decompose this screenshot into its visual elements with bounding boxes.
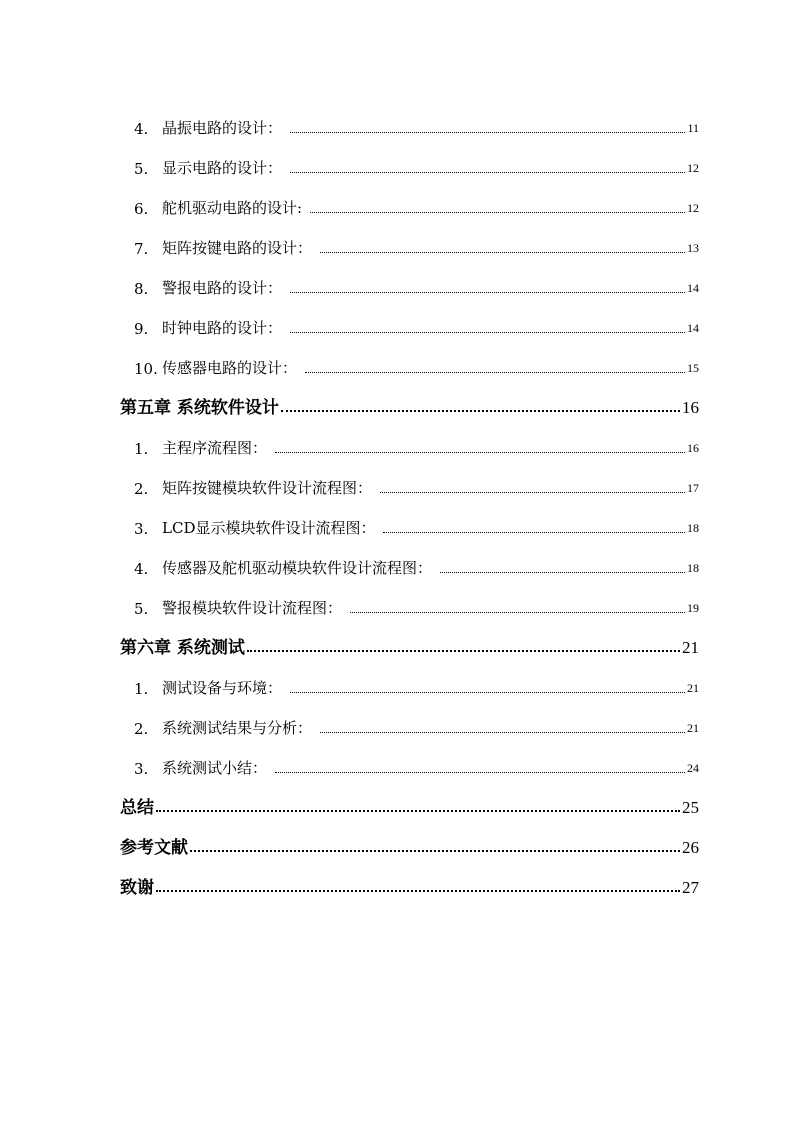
dot-leader (310, 212, 685, 213)
table-of-contents (120, 98, 699, 898)
toc-entry-title: 第六章 系统测试 (120, 638, 245, 658)
toc-entry-number: 2. (134, 480, 149, 498)
toc-entry-title: 系统测试小结： (162, 759, 268, 777)
toc-section-entry[interactable] (120, 658, 699, 698)
toc-section-entry[interactable] (120, 458, 699, 498)
dot-leader (320, 252, 685, 253)
toc-page-number: 25 (682, 798, 699, 817)
toc-page-number: 16 (687, 441, 699, 455)
toc-entry-number: 1. (134, 440, 149, 458)
toc-entry-title: LCD显示模块软件设计流程图： (162, 519, 376, 537)
dot-leader (305, 372, 685, 373)
toc-entry-title: 矩阵按键电路的设计： (162, 239, 313, 257)
toc-entry-number: 7. (134, 240, 149, 258)
dot-leader (247, 650, 680, 652)
toc-section-entry[interactable] (120, 258, 699, 298)
dot-leader (380, 492, 685, 493)
toc-section-entry[interactable] (120, 698, 699, 738)
toc-chapter-entry[interactable] (120, 618, 699, 658)
toc-page-number: 18 (687, 521, 699, 535)
dot-leader (190, 850, 680, 852)
toc-chapter-entry[interactable] (120, 378, 699, 418)
toc-entry-title: 时钟电路的设计： (162, 319, 283, 337)
dot-leader (290, 332, 685, 333)
toc-section-entry[interactable] (120, 418, 699, 458)
toc-entry-title: 总结 (120, 798, 154, 818)
toc-entry-number: 4. (134, 120, 149, 138)
toc-page-number: 16 (682, 398, 699, 417)
toc-entry-title: 致谢 (120, 878, 154, 898)
dot-leader (290, 292, 685, 293)
dot-leader (320, 732, 685, 733)
toc-entry-title: 警报模块软件设计流程图： (162, 599, 343, 617)
toc-entry-number: 10. (134, 360, 158, 378)
toc-page-number: 21 (687, 721, 699, 735)
toc-entry-number: 8. (134, 280, 149, 298)
toc-section-entry[interactable] (120, 498, 699, 538)
toc-page-number: 26 (682, 838, 699, 857)
dot-leader (281, 410, 680, 412)
toc-entry-title: 舵机驱动电路的设计: (162, 199, 303, 217)
toc-entry-title: 系统测试结果与分析： (162, 719, 313, 737)
dot-leader (290, 132, 685, 133)
toc-page-number: 13 (687, 241, 699, 255)
toc-entry-number: 2. (134, 720, 149, 738)
dot-leader (290, 692, 685, 693)
dot-leader (290, 172, 685, 173)
toc-section-entry[interactable] (120, 578, 699, 618)
toc-entry-title: 第五章 系统软件设计 (120, 398, 279, 418)
toc-entry-number: 3. (134, 760, 149, 778)
toc-entry-number: 3. (134, 520, 149, 538)
toc-entry-number: 4. (134, 560, 149, 578)
dot-leader (156, 810, 680, 812)
toc-entry-number: 6. (134, 200, 149, 218)
toc-entry-title: 传感器及舵机驱动模块软件设计流程图： (162, 559, 433, 577)
dot-leader (275, 452, 685, 453)
toc-section-entry[interactable] (120, 138, 699, 178)
toc-entry-number: 5. (134, 600, 149, 618)
toc-page-number: 12 (687, 201, 699, 215)
toc-chapter-entry[interactable] (120, 818, 699, 858)
toc-section-entry[interactable] (120, 178, 699, 218)
toc-entry-title: 测试设备与环境： (162, 679, 283, 697)
dot-leader (440, 572, 685, 573)
toc-entry-title: 显示电路的设计： (162, 159, 283, 177)
toc-entry-number: 9. (134, 320, 149, 338)
toc-page-number: 15 (687, 361, 699, 375)
toc-page-number: 14 (687, 321, 699, 335)
toc-chapter-entry[interactable] (120, 858, 699, 898)
toc-section-entry[interactable] (120, 738, 699, 778)
toc-page-number: 17 (687, 481, 699, 495)
dot-leader (350, 612, 685, 613)
toc-page-number: 11 (687, 121, 699, 135)
toc-entry-title: 主程序流程图： (162, 439, 268, 457)
toc-section-entry[interactable] (120, 218, 699, 258)
toc-page-number: 14 (687, 281, 699, 295)
toc-page-number: 18 (687, 561, 699, 575)
toc-page-number: 19 (687, 601, 699, 615)
toc-section-entry[interactable] (120, 538, 699, 578)
toc-page-number: 24 (687, 761, 699, 775)
toc-entry-title: 传感器电路的设计： (162, 359, 298, 377)
toc-page-number: 12 (687, 161, 699, 175)
toc-entry-title: 矩阵按键模块软件设计流程图： (162, 479, 373, 497)
dot-leader (383, 532, 685, 533)
toc-page-number: 27 (682, 878, 699, 897)
toc-entry-title: 警报电路的设计： (162, 279, 283, 297)
toc-entry-title: 晶振电路的设计： (162, 119, 283, 137)
toc-chapter-entry[interactable] (120, 778, 699, 818)
toc-entry-title: 参考文献 (120, 838, 188, 858)
toc-section-entry[interactable] (120, 98, 699, 138)
toc-section-entry[interactable] (120, 298, 699, 338)
toc-section-entry[interactable] (120, 338, 699, 378)
toc-page-number: 21 (687, 681, 699, 695)
toc-entry-number: 1. (134, 680, 149, 698)
dot-leader (156, 890, 680, 892)
dot-leader (275, 772, 685, 773)
toc-page-number: 21 (682, 638, 699, 657)
toc-entry-number: 5. (134, 160, 149, 178)
